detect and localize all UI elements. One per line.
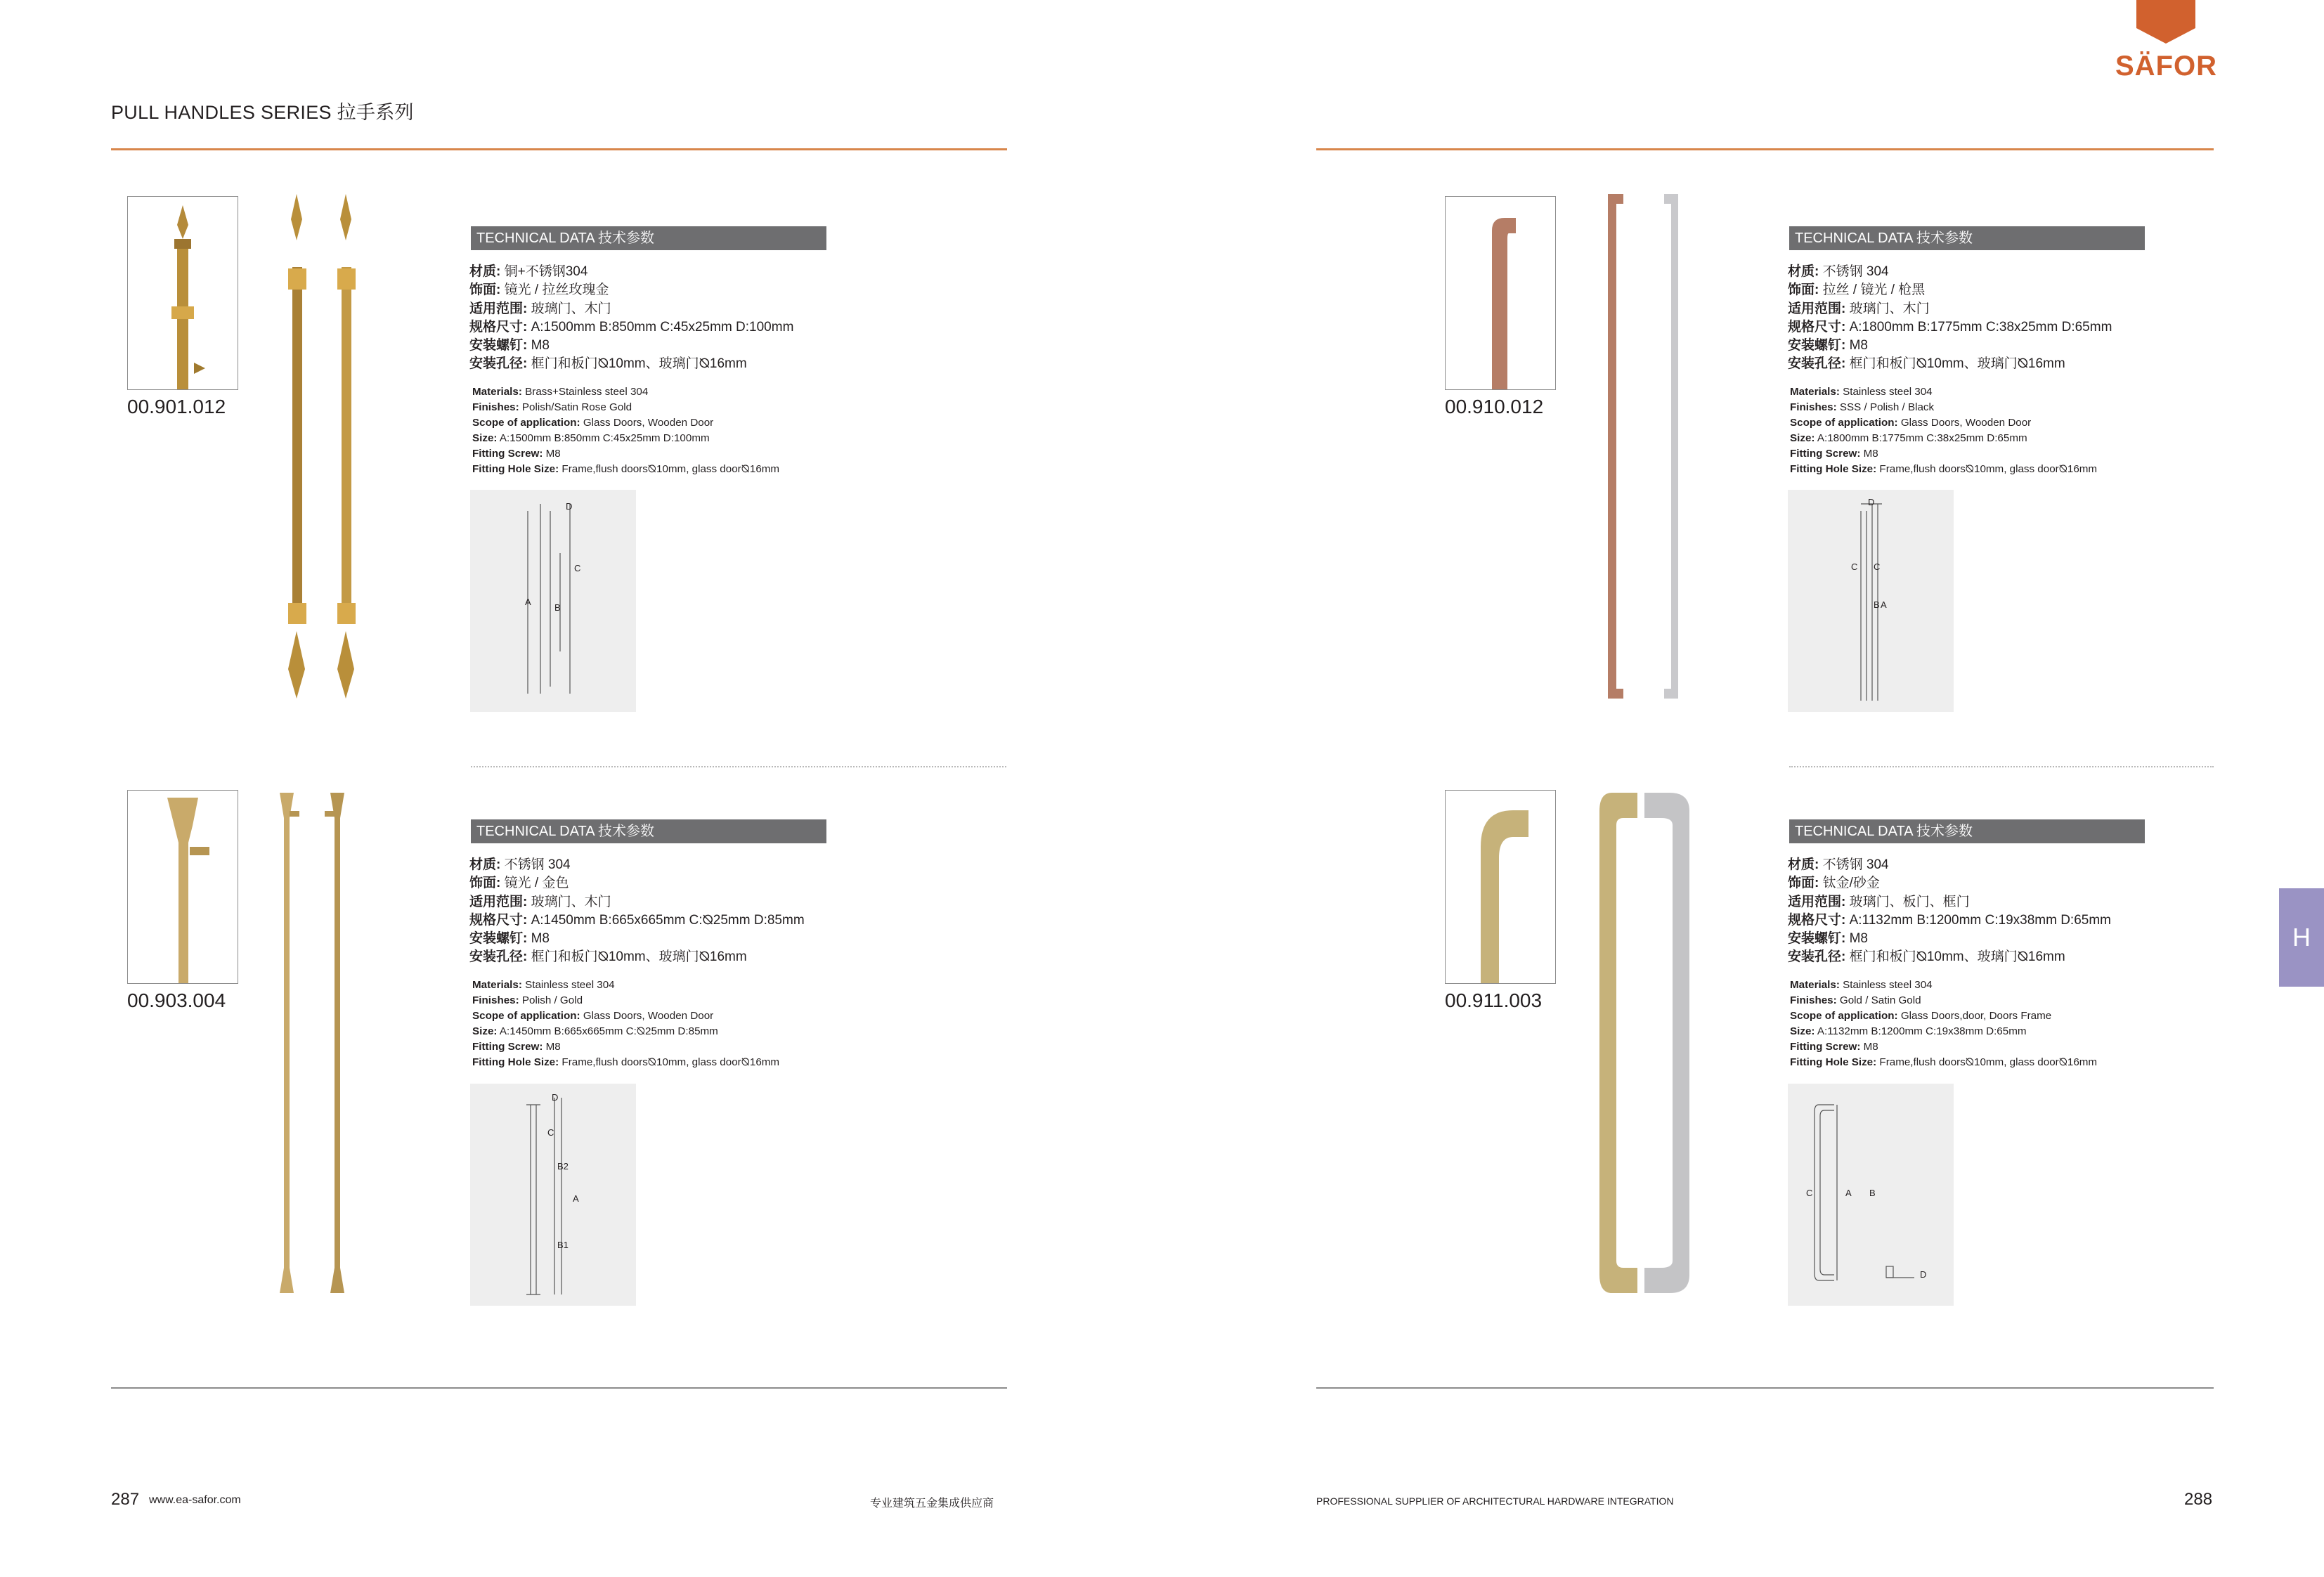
product-thumbnail	[1445, 196, 1556, 390]
product-code: 00.903.004	[127, 989, 226, 1011]
spec-cn-list	[1788, 856, 2195, 967]
spec-cn-row: 材质: 铜+不锈钢304	[469, 264, 588, 279]
tech-data-heading: TECHNICAL DATA 技术参数	[471, 226, 826, 250]
header-rule-left	[111, 148, 1007, 150]
page-title: PULL HANDLES SERIES 拉手系列	[111, 102, 414, 123]
spec-en-row: Scope of application: Glass Doors, Wooden Door	[472, 417, 714, 429]
spec-cn-row: 饰面: 拉丝 / 镜光 / 枪黑	[1788, 283, 1926, 298]
diagram-label: C	[547, 1127, 554, 1138]
spec-cn-list	[1788, 263, 2195, 374]
footer-tagline-cn: 专业建筑五金集成供应商	[870, 1498, 994, 1510]
spec-cn-row: 安装孔径: 框门和板门⦰10mm、玻璃门⦰16mm	[1788, 356, 2065, 372]
spec-en-row: Fitting Hole Size: Frame,flush doors⦰10mm, glass door⦰16mm	[472, 1056, 780, 1069]
brand-logo: SÄFOR	[2115, 51, 2217, 82]
spec-cn-row: 安装螺钉: M8	[469, 931, 550, 947]
spec-en-row: Fitting Hole Size: Frame,flush doors⦰10mm, glass door⦰16mm	[472, 463, 780, 476]
diagram-label: B	[1869, 1188, 1876, 1198]
spec-en-row: Fitting Screw: M8	[472, 448, 561, 460]
tech-data-heading: TECHNICAL DATA 技术参数	[1789, 819, 2145, 843]
spec-cn-row: 适用范围: 玻璃门、木门	[469, 301, 611, 316]
diagram-label: D	[566, 501, 573, 512]
tech-data-heading: TECHNICAL DATA 技术参数	[471, 819, 826, 843]
spec-en-row: Size: A:1450mm B:665x665mm C:⦰25mm D:85mm	[472, 1025, 718, 1038]
diagram-label: B1	[557, 1240, 569, 1250]
diagram-label: D	[552, 1092, 559, 1103]
product-image	[1602, 191, 1687, 701]
diagram-label: A	[1845, 1188, 1852, 1198]
spec-cn-row: 材质: 不锈钢 304	[1788, 264, 1889, 279]
dimension-diagram	[1788, 1084, 1954, 1306]
dimension-diagram	[1788, 490, 1954, 712]
section-divider	[1789, 766, 2214, 767]
spec-en-row: Fitting Screw: M8	[472, 1041, 561, 1053]
spec-en-row: Finishes: Polish / Gold	[472, 994, 583, 1007]
diagram-label: B2	[557, 1161, 569, 1172]
spec-en-row: Materials: Stainless steel 304	[1790, 979, 1933, 991]
spec-en-row: Size: A:1800mm B:1775mm C:38x25mm D:65mm	[1790, 432, 2027, 445]
spec-cn-row: 安装孔径: 框门和板门⦰10mm、玻璃门⦰16mm	[469, 356, 747, 372]
spec-cn-row: 材质: 不锈钢 304	[469, 857, 571, 872]
spec-en-list	[1790, 978, 2198, 1071]
spec-en-row: Materials: Stainless steel 304	[1790, 386, 1933, 398]
spec-en-row: Finishes: SSS / Polish / Black	[1790, 401, 1935, 414]
spec-cn-row: 规格尺寸: A:1132mm B:1200mm C:19x38mm D:65mm	[1788, 912, 2111, 928]
spec-cn-row: 安装螺钉: M8	[1788, 338, 1869, 353]
spec-cn-row: 材质: 不锈钢 304	[1788, 857, 1889, 872]
spec-en-row: Scope of application: Glass Doors, Wooden Door	[1790, 417, 2032, 429]
spec-en-row: Fitting Hole Size: Frame,flush doors⦰10mm, glass door⦰16mm	[1790, 463, 2098, 476]
spec-cn-row: 饰面: 镜光 / 金色	[469, 876, 569, 891]
diagram-label: C	[1806, 1188, 1813, 1198]
spec-en-list	[472, 384, 866, 478]
spec-en-row: Scope of application: Glass Doors, Wooden Door	[472, 1010, 714, 1023]
spec-cn-list	[469, 263, 863, 374]
diagram-label: A	[525, 597, 531, 607]
spec-cn-row: 适用范围: 玻璃门、板门、框门	[1788, 894, 1970, 909]
brand-badge-icon	[2136, 0, 2195, 44]
spec-en-list	[1790, 384, 2198, 478]
spec-cn-row: 饰面: 钛金/砂金	[1788, 876, 1880, 891]
diagram-label: C	[1851, 562, 1858, 572]
spec-en-row: Materials: Brass+Stainless steel 304	[472, 386, 649, 398]
product-thumbnail	[1445, 790, 1556, 984]
footer-tagline-en: PROFESSIONAL SUPPLIER OF ARCHITECTURAL HARDWARE INTEGRATION	[1316, 1495, 1674, 1507]
spec-en-list	[472, 978, 866, 1071]
spec-cn-list	[469, 856, 863, 967]
website-link[interactable]: www.ea-safor.com	[149, 1494, 241, 1506]
product-thumbnail	[127, 196, 238, 390]
spec-cn-row: 规格尺寸: A:1450mm B:665x665mm C:⦰25mm D:85mm	[469, 912, 805, 928]
spec-en-row: Materials: Stainless steel 304	[472, 979, 615, 991]
diagram-label: C	[574, 563, 581, 573]
product-image	[1595, 790, 1694, 1300]
header-rule-right	[1316, 148, 2214, 150]
product-code: 00.910.012	[1445, 396, 1544, 417]
diagram-label: B	[1874, 599, 1880, 610]
spec-en-row: Finishes: Polish/Satin Rose Gold	[472, 401, 632, 414]
spec-en-row: Finishes: Gold / Satin Gold	[1790, 994, 1921, 1007]
diagram-label: A	[1881, 599, 1887, 610]
product-image	[281, 191, 365, 701]
product-code: 00.911.003	[1445, 989, 1543, 1011]
section-tab[interactable]: H	[2279, 888, 2324, 987]
product-thumbnail	[127, 790, 238, 984]
spec-en-row: Scope of application: Glass Doors,door, Doors Frame	[1790, 1010, 2052, 1023]
spec-cn-row: 规格尺寸: A:1500mm B:850mm C:45x25mm D:100mm	[469, 319, 794, 335]
spec-en-row: Size: A:1500mm B:850mm C:45x25mm D:100mm	[472, 432, 710, 445]
footer-rule-right	[1316, 1387, 2214, 1389]
page-number-left: 287	[111, 1490, 140, 1509]
page-number-right: 288	[2184, 1490, 2213, 1509]
spec-cn-row: 安装螺钉: M8	[1788, 931, 1869, 947]
diagram-label: C	[1874, 562, 1881, 572]
section-divider	[471, 766, 1006, 767]
spec-cn-row: 适用范围: 玻璃门、木门	[469, 894, 611, 909]
spec-en-row: Fitting Screw: M8	[1790, 448, 1878, 460]
product-code: 00.901.012	[127, 396, 226, 417]
spec-cn-row: 适用范围: 玻璃门、木门	[1788, 301, 1930, 316]
footer-rule-left	[111, 1387, 1007, 1389]
spec-cn-row: 安装孔径: 框门和板门⦰10mm、玻璃门⦰16mm	[1788, 949, 2065, 965]
diagram-label: D	[1920, 1269, 1927, 1280]
product-image	[275, 790, 360, 1300]
spec-en-row: Fitting Screw: M8	[1790, 1041, 1878, 1053]
tech-data-heading: TECHNICAL DATA 技术参数	[1789, 226, 2145, 250]
spec-cn-row: 饰面: 镜光 / 拉丝玫瑰金	[469, 283, 609, 298]
spec-en-row: Size: A:1132mm B:1200mm C:19x38mm D:65mm	[1790, 1025, 2027, 1038]
spec-en-row: Fitting Hole Size: Frame,flush doors⦰10mm, glass door⦰16mm	[1790, 1056, 2098, 1069]
dimension-diagram	[470, 490, 636, 712]
diagram-label: D	[1868, 497, 1875, 507]
spec-cn-row: 安装孔径: 框门和板门⦰10mm、玻璃门⦰16mm	[469, 949, 747, 965]
spec-cn-row: 规格尺寸: A:1800mm B:1775mm C:38x25mm D:65mm	[1788, 319, 2112, 335]
dimension-diagram	[470, 1084, 636, 1306]
spec-cn-row: 安装螺钉: M8	[469, 338, 550, 353]
diagram-label: B	[554, 602, 561, 613]
diagram-label: A	[573, 1193, 579, 1204]
